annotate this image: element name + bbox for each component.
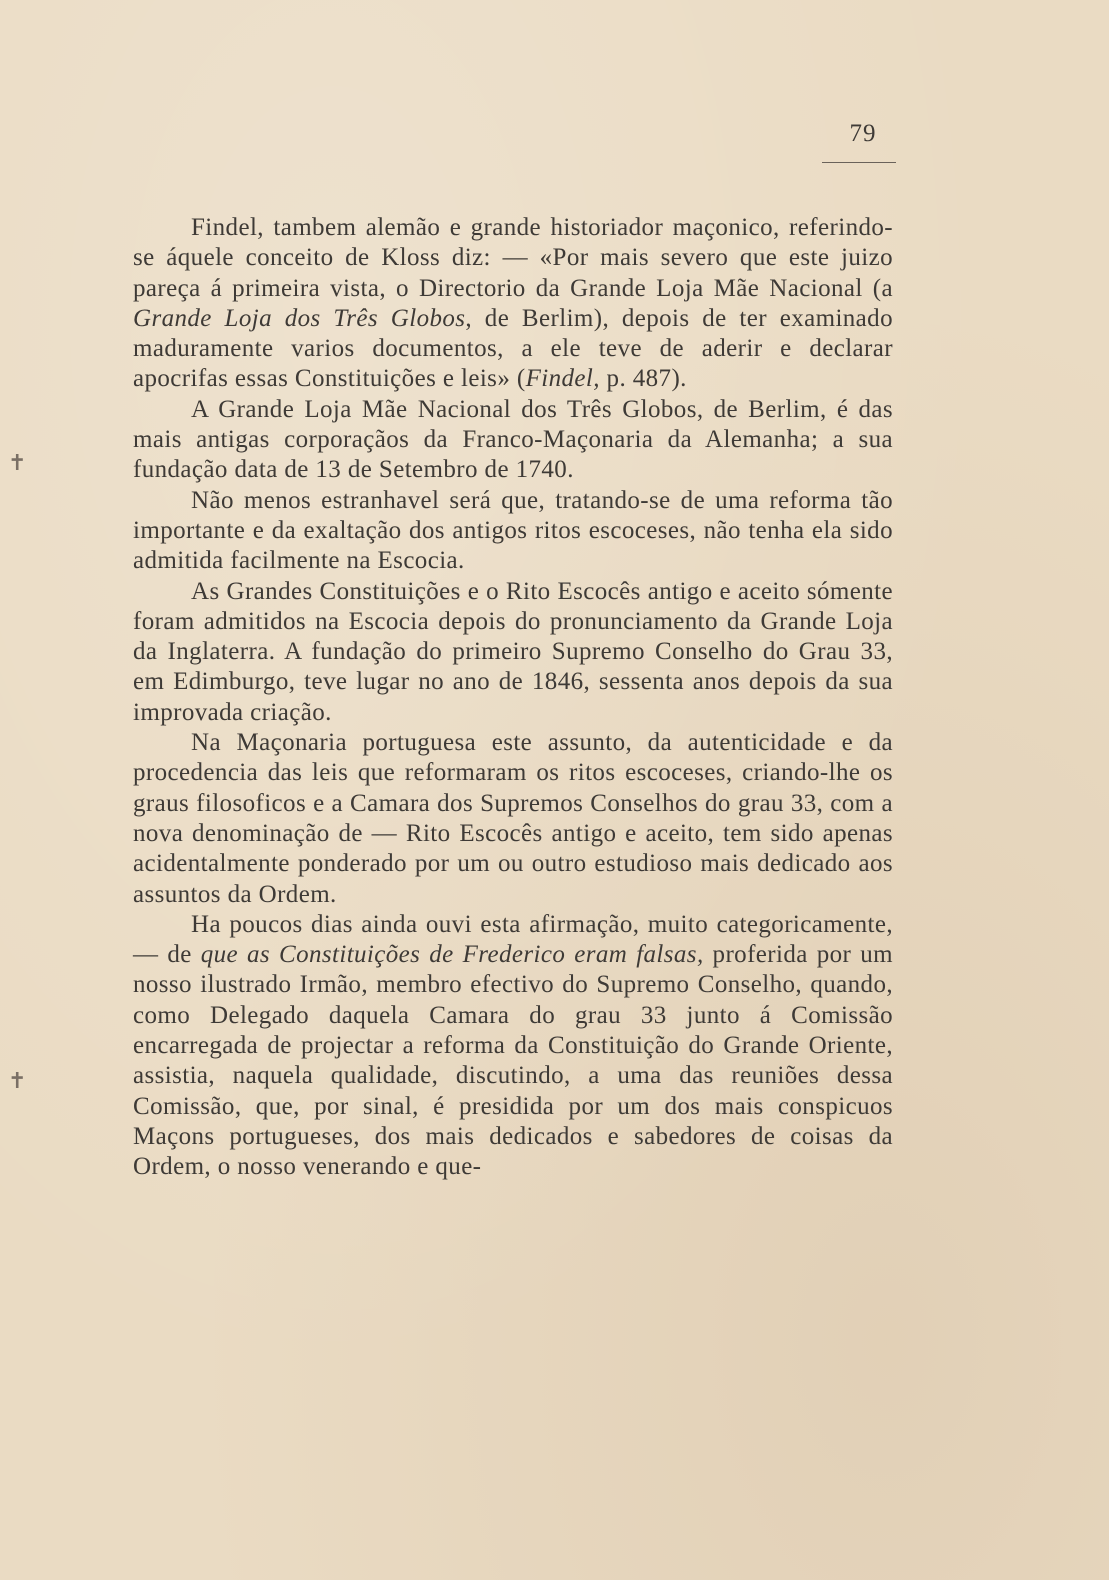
margin-mark-icon: ✝ (8, 1068, 27, 1093)
text-run: proferida por um nosso ilustrado Irmão, membro efectivo do Supremo Conselho, quando, como Delegado daquela Camara do grau 33 junto á Comissão encarregada de projectar a reforma da Constituição do Grande Oriente, assistia, naquela qualidade, discutindo, a uma das reuniões dessa Comissão, que, por sinal, é presidida por um dos mais conspicuos Maçons portugueses, dos mais dedicados e sabedores de coisas da Ordem, o nosso venerando e que- (133, 941, 893, 1181)
paragraph: Não menos estranhavel será que, tratando-se de uma reforma tão importante e da exaltação dos antigos ritos escoceses, não tenha ela sido admitida facilmente na Escocia. (133, 486, 893, 575)
italic-text: que as Constituições de Frederico eram falsas, (200, 941, 704, 969)
body-text (133, 213, 893, 1183)
paragraph (133, 213, 893, 395)
text-run: Ha poucos dias ainda ouvi esta afirmação, muito categoricamente, — de (133, 910, 893, 969)
paragraph (133, 910, 893, 1183)
paragraph: A Grande Loja Mãe Nacional dos Três Globos, de Berlim, é das mais antigas corporaçãos da Franco-Maçonaria da Alemanha; a sua fundação data de 13 de Setembro de 1740. (133, 395, 893, 484)
italic-text: Grande Loja dos Três Globos (133, 304, 466, 332)
paragraph: As Grandes Constituições e o Rito Escocês antigo e aceito sómente foram admitidos na Escocia depois do pronunciamento da Grande Loja da Inglaterra. A fundação do primeiro Supremo Conselho do Grau 33, em Edimburgo, teve lugar no ano de 1846, sessenta anos depois da sua improvada criação. (133, 577, 893, 726)
italic-text: Findel, (525, 365, 600, 393)
margin-mark-icon: ✝ (8, 450, 27, 475)
text-run: Findel, tambem alemão e grande historiador maçonico, referindo-se áquele conceito de Kloss diz: — «Por mais severo que este juizo pareça á primeira vista, o Directorio da Grande Loja Mãe Nacional (a (133, 214, 893, 302)
paragraph: Na Maçonaria portuguesa este assunto, da autenticidade e da procedencia das leis que reformaram os ritos escoceses, criando-lhe os graus filosoficos e a Camara dos Supremos Conselhos do grau 33, com a nova denominação de — Rito Escocês antigo e aceito, tem sido apenas acidentalmente ponderado por um ou outro estudioso mais dedicado aos assuntos da Ordem. (133, 729, 893, 908)
page-number: 79 (849, 120, 877, 147)
text-run: p. 487). (599, 365, 687, 393)
page-number-rule (822, 162, 896, 163)
text-run: , de Berlim), depois de ter examinado maduramente varios documentos, a ele teve de aderir e declarar apocrifas essas Constituições e leis» ( (133, 304, 893, 393)
